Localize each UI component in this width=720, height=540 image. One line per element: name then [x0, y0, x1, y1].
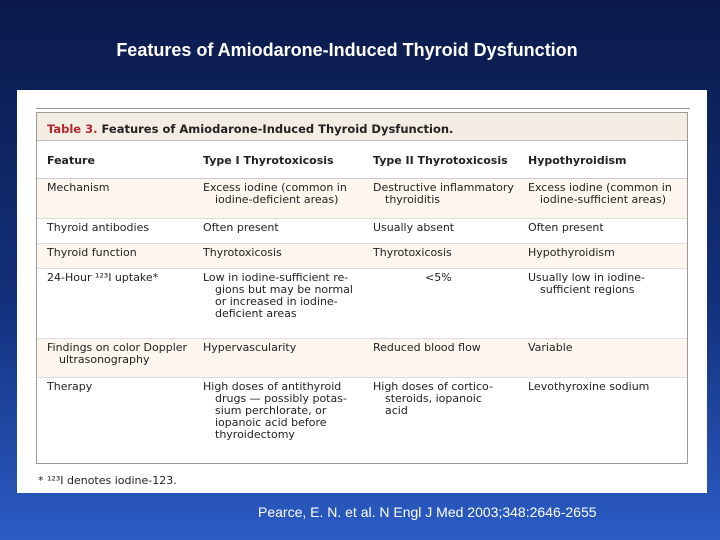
cell-line: iopanoic acid before: [215, 416, 327, 429]
type1-cell: [193, 342, 363, 377]
citation: Pearce, E. N. et al. N Engl J Med 2003;348:2646-2655: [258, 504, 597, 520]
cell-line: thyroidectomy: [215, 428, 295, 441]
cell-line: Levothyroxine sodium: [528, 380, 650, 393]
cell-line: High doses of cortico-: [373, 380, 493, 393]
column-header: Type I Thyrotoxicosis: [203, 154, 334, 167]
table-row: [37, 244, 687, 269]
cell-line: 24-Hour ¹²³I uptake*: [47, 271, 159, 284]
type2-cell: [363, 222, 518, 243]
table-row: [37, 378, 687, 464]
hypothyroidism-cell: [518, 381, 687, 464]
hypothyroidism-cell: [518, 222, 687, 243]
table-row: [37, 219, 687, 244]
cell-line: Variable: [528, 341, 573, 354]
cell-line: iodine-sufficient areas): [540, 193, 667, 206]
table-title: Features of Amiodarone-Induced Thyroid Dysfunction.: [101, 122, 454, 136]
cell-line: ultrasonography: [59, 353, 150, 366]
cell-line: Low in iodine-sufficient re-: [203, 271, 349, 284]
cell-line: Reduced blood flow: [373, 341, 481, 354]
cell-line: Thyroid antibodies: [47, 221, 150, 234]
table-row: [37, 179, 687, 219]
cell-line: drugs — possibly potas-: [215, 392, 347, 405]
cell-line: deficient areas: [215, 307, 297, 320]
cell-line: Destructive inflammatory: [373, 181, 514, 194]
type2-cell: [363, 342, 518, 377]
cell-line: Mechanism: [47, 181, 110, 194]
cell-line: Hypothyroidism: [528, 246, 615, 259]
cell-line: Thyrotoxicosis: [203, 246, 282, 259]
cell-line: Often present: [528, 221, 604, 234]
column-header: Hypothyroidism: [528, 154, 627, 167]
hypothyroidism-cell: [518, 247, 687, 268]
type1-cell: [193, 381, 363, 464]
cell-line: sufficient regions: [540, 283, 635, 296]
cell-line: gions but may be normal: [215, 283, 353, 296]
type1-cell: [193, 247, 363, 268]
cell-line: Thyrotoxicosis: [373, 246, 452, 259]
table-row: [37, 339, 687, 378]
feature-cell: [37, 381, 193, 464]
type2-cell: [363, 182, 518, 218]
cell-line: steroids, iopanoic: [385, 392, 482, 405]
cell-line: Hypervascularity: [203, 341, 297, 354]
feature-cell: [37, 222, 193, 243]
table-label: Table 3.: [47, 122, 98, 136]
cell-line: or increased in iodine-: [215, 295, 338, 308]
cell-line: Usually low in iodine-: [528, 271, 645, 284]
cell-line: iodine-deficient areas): [215, 193, 339, 206]
hypothyroidism-cell: [518, 272, 687, 338]
column-header: Type II Thyrotoxicosis: [373, 154, 508, 167]
hypothyroidism-cell: [518, 342, 687, 377]
type2-cell: [363, 381, 518, 464]
table-figure: [17, 90, 707, 493]
column-header: Feature: [47, 154, 95, 167]
cell-line: High doses of antithyroid: [203, 380, 342, 393]
cell-line: Usually absent: [373, 221, 455, 234]
cell-line: acid: [385, 404, 408, 417]
type1-cell: [193, 272, 363, 338]
column-header-row: [37, 141, 687, 179]
cell-line: Thyroid function: [47, 246, 137, 259]
table-caption: [37, 113, 687, 141]
feature-cell: [37, 272, 193, 338]
cell-line: Often present: [203, 221, 279, 234]
table-footnote: * ¹²³I denotes iodine-123.: [38, 474, 177, 487]
type1-cell: [193, 182, 363, 218]
cell-line: Therapy: [47, 380, 93, 393]
features-table: [36, 112, 688, 464]
cell-line: Excess iodine (common in: [203, 181, 347, 194]
cell-line: <5%: [425, 271, 452, 284]
table-row: [37, 269, 687, 339]
table-body: [37, 179, 687, 464]
hypothyroidism-cell: [518, 182, 687, 218]
cell-line: Excess iodine (common in: [528, 181, 672, 194]
type2-cell: [363, 247, 518, 268]
cell-line: Findings on color Doppler: [47, 341, 188, 354]
type2-cell: [363, 272, 518, 338]
top-rule: [36, 108, 690, 109]
cell-line: sium perchlorate, or: [215, 404, 327, 417]
cell-line: thyroiditis: [385, 193, 440, 206]
type1-cell: [193, 222, 363, 243]
slide-title: Features of Amiodarone-Induced Thyroid Dysfunction: [116, 40, 578, 60]
feature-cell: [37, 342, 193, 377]
feature-cell: [37, 247, 193, 268]
feature-cell: [37, 182, 193, 218]
